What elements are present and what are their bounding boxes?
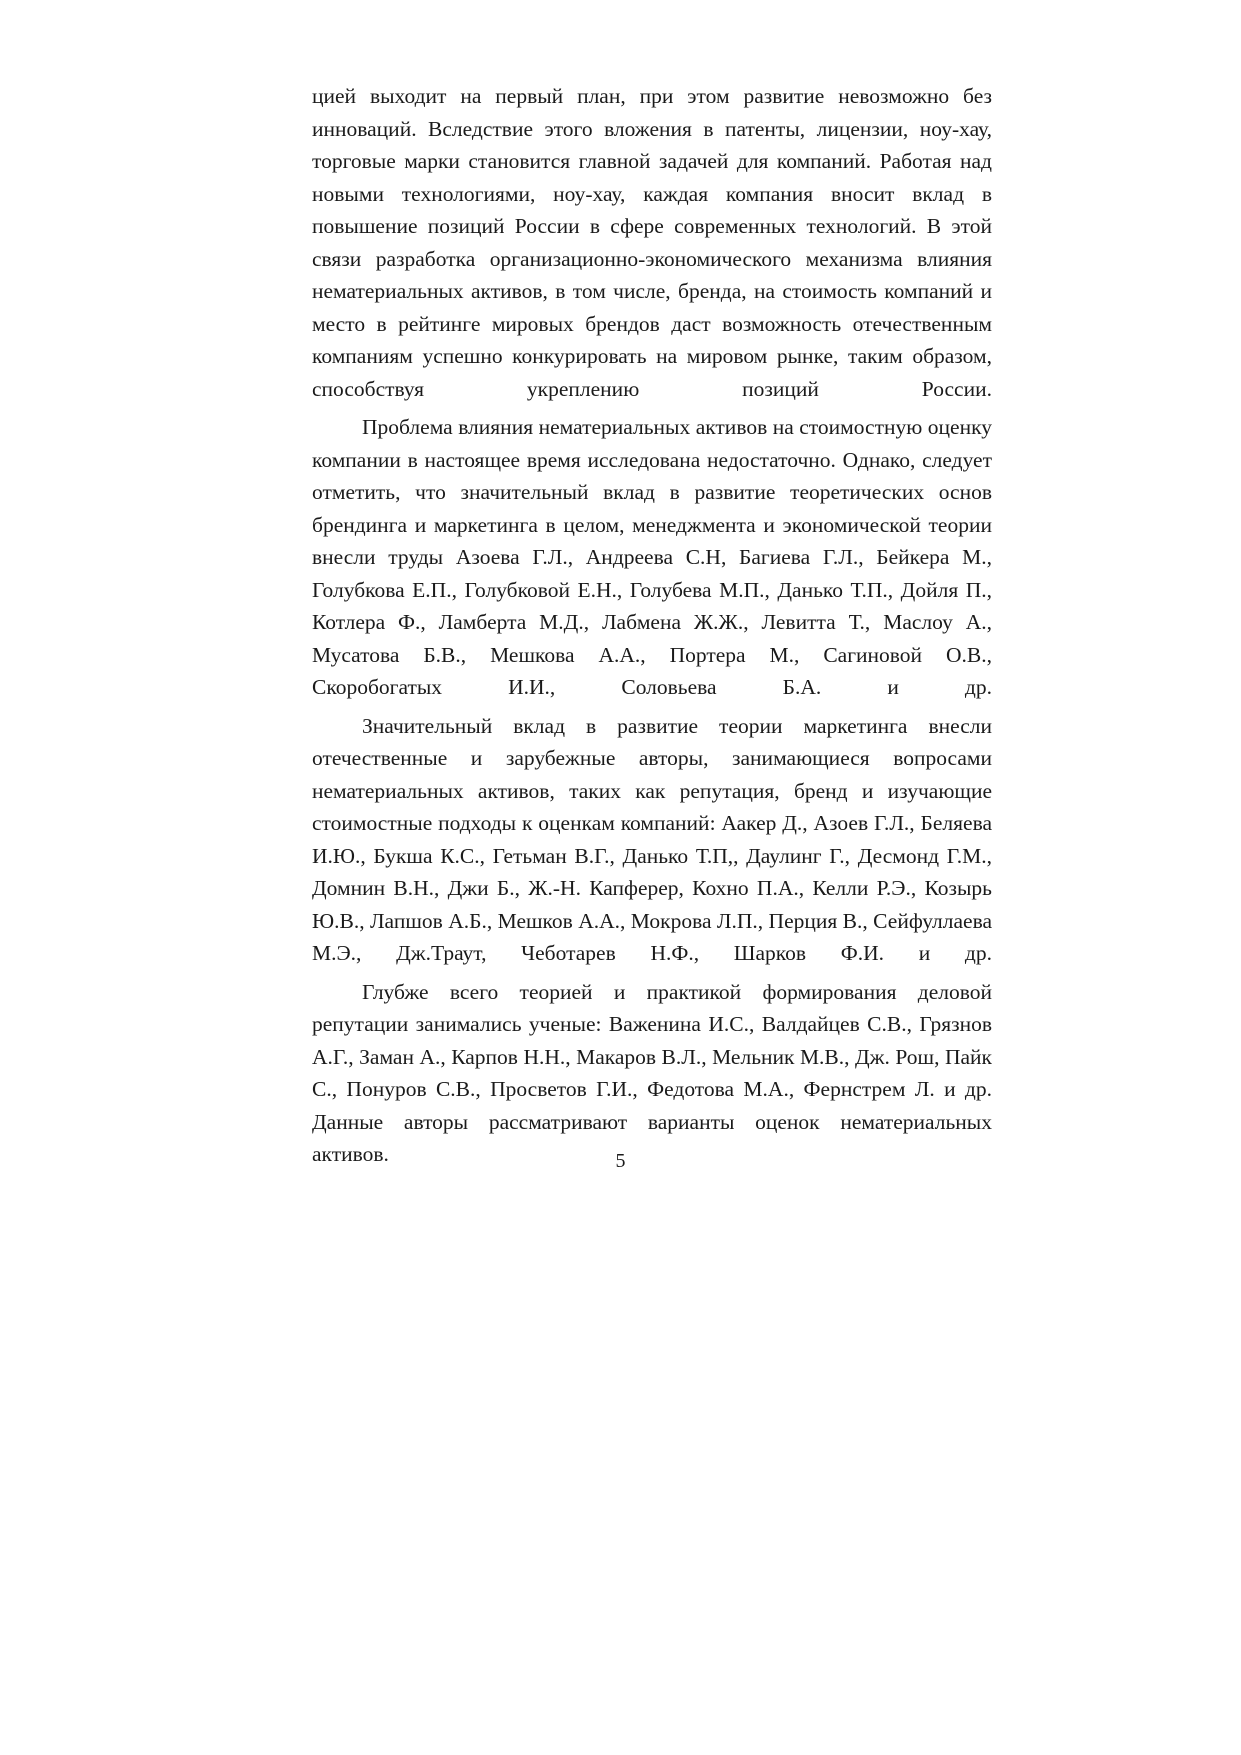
paragraph-research-problem: Проблема влияния нематериальных активов на стоимостную оценку компании в настоящее время исследована недостаточно. Однако, следует отметить, что значительный вклад в развитие теоретических основ брендинга и маркетинга в целом, менеджмента и экономической теории внесли труды Азоева Г.Л., Андреева С.Н, Багиева Г.Л., Бейкера М., Голубкова Е.П., Голубковой Е.Н., Голубева М.П., Данько Т.П., Дойля П., Котлера Ф., Ламберта М.Д., Лабмена Ж.Ж., Левитта Т., Маслоу А., Мусатова Б.В., Мешкова А.А., Портера М., Сагиновой О.В., Скоробогатых И.И., Соловьева Б.А. и др.	[312, 415, 992, 699]
paragraph-reputation-authors: Глубже всего теорией и практикой формирования деловой репутации занимались ученые: Важенина И.С., Валдайцев С.В., Грязнов А.Г., Заман А., Карпов Н.Н., Макаров В.Л., Мельник М.В., Дж. Рош, Пайк С., Понуров С.В., Просветов Г.И., Федотова М.А., Фернстрем Л. и др. Данные авторы рассматривают варианты оценок нематериальных активов.	[312, 979, 992, 1166]
paragraph-continued: цией выходит на первый план, при этом развитие невозможно без инноваций. Вследствие этого вложения в патенты, лицензии, ноу-хау, торговые марки становится главной задачей для компаний. Работая над новыми технологиями, ноу-хау, каждая компания вносит вклад в повышение позиций России в сфере современных технологий. В этой связи разработка организационно-экономического механизма влияния нематериальных активов, в том числе, бренда, на стоимость компаний и место в рейтинге мировых брендов даст возможность отечественным компаниям успешно конкурировать на мировом рынке, таким образом, способствуя укреплению позиций России.	[312, 84, 992, 401]
page-number: 5	[615, 1150, 626, 1172]
paragraph-marketing-authors: Значительный вклад в развитие теории маркетинга внесли отечественные и зарубежные авторы, занимающиеся вопросами нематериальных активов, таких как репутация, бренд и изучающие стоимостные подходы к оценкам компаний: Аакер Д., Азоев Г.Л., Беляева И.Ю., Букша К.С., Гетьман В.Г., Данько Т.П,, Даулинг Г., Десмонд Г.М., Домнин В.Н., Джи Б., Ж.-Н. Капферер, Кохно П.А., Келли Р.Э., Козырь Ю.В., Лапшов А.Б., Мешков А.А., Мокрова Л.П., Перция В., Сейфуллаева М.Э., Дж.Траут, Чеботарев Н.Ф., Шарков Ф.И. и др.	[312, 713, 992, 965]
body-text	[312, 80, 992, 1177]
